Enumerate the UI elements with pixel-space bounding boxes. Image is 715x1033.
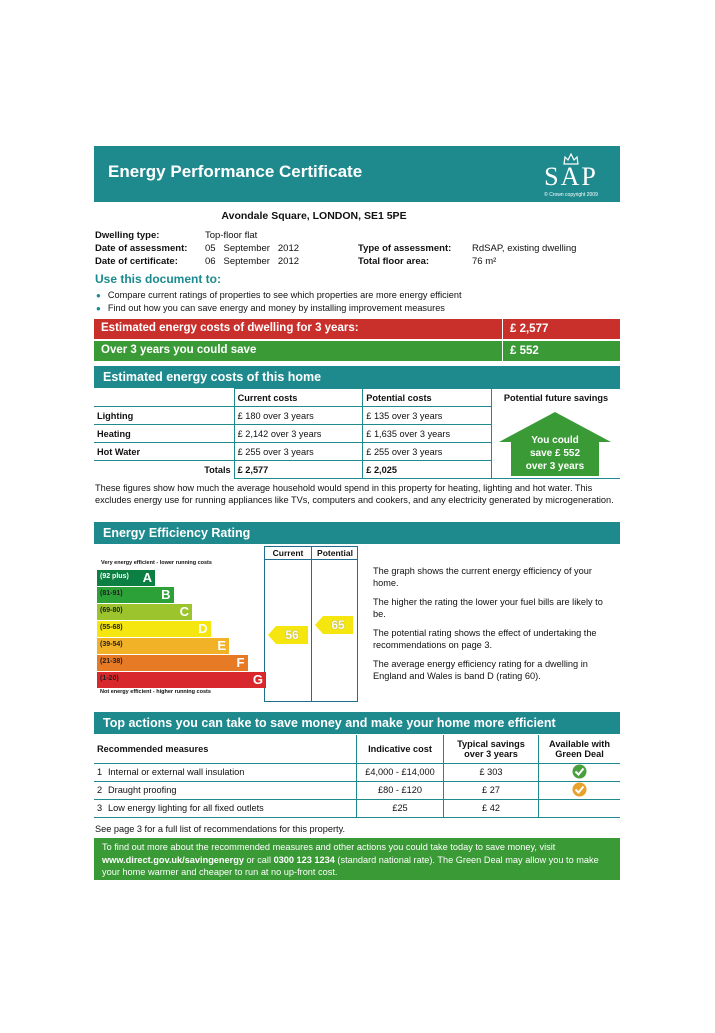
band-range-label: (21-38) <box>100 658 123 665</box>
rating-paragraph: The higher the rating the lower your fuel bills are likely to be. <box>373 597 603 619</box>
use-document-heading: Use this document to: <box>95 272 222 286</box>
date-certificate-value: 06 September 2012 <box>205 256 300 267</box>
rating-band-e <box>97 638 229 654</box>
band-range-label: (55-68) <box>100 624 123 631</box>
rating-explanation <box>373 566 618 690</box>
cost-cell: £25 <box>357 799 444 817</box>
band-letter: A <box>142 570 152 585</box>
see-page-note: See page 3 for a full list of recommendations for this property. <box>95 824 346 834</box>
green-deal-cell <box>539 763 621 781</box>
band-range-label: (1-20) <box>100 675 119 682</box>
property-address: Avondale Square, LONDON, SE1 5PE <box>221 210 407 222</box>
saving-cell: £ 27 <box>444 781 539 799</box>
rating-band-a <box>97 570 155 586</box>
rating-top-note: Very energy efficient - lower running costs <box>101 560 212 566</box>
rating-band-c <box>97 604 192 620</box>
savings-label: Over 3 years you could save <box>101 344 257 356</box>
cost-cell: £4,000 - £14,000 <box>357 763 444 781</box>
band-letter: B <box>161 587 171 602</box>
list-item: ● Find out how you can save energy and money by installing improvement measures <box>96 303 445 313</box>
rating-band-d <box>97 621 211 637</box>
total-potential: £ 2,025 <box>363 461 492 479</box>
savings-house-text: You could save £ 552 over 3 years <box>525 435 585 472</box>
current-cost-cell: £ 255 over 3 years <box>234 443 363 461</box>
costs-section-title: Estimated energy costs of this home <box>103 370 322 384</box>
table-row <box>94 763 620 781</box>
rating-band-g <box>97 672 266 688</box>
row-label: Lighting <box>94 407 234 425</box>
band-letter: C <box>179 604 189 619</box>
band-range-label: (39-54) <box>100 641 123 648</box>
sap-logo <box>536 152 606 198</box>
band-range-label: (81-91) <box>100 590 123 597</box>
certificate-title: Energy Performance Certificate <box>108 162 363 181</box>
table-row <box>94 407 492 425</box>
table-header-empty <box>94 389 234 407</box>
type-assessment-value: RdSAP, existing dwelling <box>472 243 577 254</box>
current-column-label: Current <box>272 548 304 558</box>
certificate-header <box>94 146 620 202</box>
rating-band-b <box>97 587 174 603</box>
green-deal-cell <box>539 781 621 799</box>
savings-band <box>94 341 620 361</box>
rating-bottom-note: Not energy efficient - higher running costs <box>100 689 211 695</box>
header-measures: Recommended measures <box>94 735 357 763</box>
estimated-cost-band <box>94 319 620 339</box>
band-range-label: (69-80) <box>100 607 123 614</box>
costs-note: These figures show how much the average household would spend in this property for heating, lighting and hot water. This excludes energy use for running appliances like TVs, computers and cookers, and any electricity generated by microgeneration. <box>95 483 614 505</box>
row-label: Heating <box>94 425 234 443</box>
crown-icon <box>563 153 579 165</box>
band-letter: G <box>252 672 263 687</box>
rating-paragraph: The potential rating shows the effect of undertaking the recommendations on page 3. <box>373 628 597 650</box>
estimated-cost-label: Estimated energy costs of dwelling for 3 years: <box>101 322 359 334</box>
dwelling-type-label: Dwelling type: <box>95 230 160 241</box>
savingenergy-link[interactable]: www.direct.gov.uk/savingenergy <box>102 854 244 865</box>
details-left <box>95 229 299 268</box>
current-cost-cell: £ 180 over 3 years <box>234 407 363 425</box>
details-right <box>358 242 576 268</box>
table-header-row <box>94 389 492 407</box>
potential-column-label: Potential <box>317 548 353 558</box>
saving-cell: £ 42 <box>444 799 539 817</box>
green-deal-cell <box>539 799 621 817</box>
rating-paragraph: The average energy efficiency rating for a dwelling in England and Wales is band D (rating 60). <box>373 659 588 681</box>
totals-label: Totals <box>94 461 234 479</box>
rating-chart <box>94 546 358 702</box>
rating-section-title: Energy Efficiency Rating <box>103 526 251 540</box>
list-item: ● Compare current ratings of properties to see which properties are more energy efficient <box>96 290 462 300</box>
floor-area-label: Total floor area: <box>358 256 430 267</box>
costs-section-header <box>94 366 620 388</box>
phone-number: 0300 123 1234 <box>273 854 335 865</box>
table-header-current: Current costs <box>234 389 363 407</box>
bullet-icon: ● <box>96 291 101 300</box>
current-rating-value: 56 <box>285 628 299 642</box>
bullet-icon: ● <box>96 304 101 313</box>
potential-cost-cell: £ 255 over 3 years <box>363 443 492 461</box>
date-certificate-label: Date of certificate: <box>95 256 178 267</box>
header-green-deal: Available with Green Deal <box>539 735 621 763</box>
table-row <box>94 781 620 799</box>
actions-section-header <box>94 712 620 734</box>
measure-cell: 1 Internal or external wall insulation <box>94 763 357 781</box>
band-range-label: (92 plus) <box>100 573 129 580</box>
future-savings-panel <box>492 388 620 479</box>
table-row <box>94 425 492 443</box>
green-deal-check-icon <box>572 764 587 779</box>
total-current: £ 2,577 <box>234 461 363 479</box>
date-assessment-value: 05 September 2012 <box>205 243 300 254</box>
dwelling-type-value: Top-floor flat <box>205 230 258 241</box>
saving-cell: £ 303 <box>444 763 539 781</box>
floor-area-value: 76 m² <box>472 256 497 267</box>
more-info-box: To find out more about the recommended measures and other actions you could take today to save money, visit www.direct.gov.uk/savingenergy or call 0300 123 1234 (standard national rate). The Green Deal may allow you to make your home warmer and cheaper to run at no up-front cost. <box>94 838 620 880</box>
band-letter: E <box>217 638 226 653</box>
measure-cell: 2 Draught proofing <box>94 781 357 799</box>
rating-band-f <box>97 655 248 671</box>
savings-value: £ 552 <box>502 341 539 361</box>
rating-section-header <box>94 522 620 544</box>
measure-cell: 3 Low energy lighting for all fixed outlets <box>94 799 357 817</box>
band-letter: D <box>198 621 208 636</box>
actions-section-title: Top actions you can take to save money and make your home more efficient <box>103 716 556 730</box>
table-header-potential: Potential costs <box>363 389 492 407</box>
rating-paragraph: The graph shows the current energy efficiency of your home. <box>373 566 592 588</box>
totals-row <box>94 461 492 479</box>
use-document-list <box>96 289 462 315</box>
potential-rating-value: 65 <box>331 618 345 632</box>
cost-cell: £80 - £120 <box>357 781 444 799</box>
logo-copyright: © Crown copyright 2009 <box>544 192 598 198</box>
actions-table <box>94 735 620 818</box>
header-cost: Indicative cost <box>357 735 444 763</box>
sap-logo-text: SAP <box>544 162 598 191</box>
green-deal-check-icon <box>572 782 587 797</box>
column-header-divider <box>264 559 357 560</box>
potential-cost-cell: £ 135 over 3 years <box>363 407 492 425</box>
footer-text: To find out more about the recommended measures and other actions you could take today to save money, visit <box>102 842 556 852</box>
costs-table <box>94 388 492 479</box>
potential-cost-cell: £ 1,635 over 3 years <box>363 425 492 443</box>
table-row <box>94 799 620 817</box>
current-column <box>264 546 312 702</box>
row-label: Hot Water <box>94 443 234 461</box>
table-row <box>94 443 492 461</box>
estimated-cost-value: £ 2,577 <box>502 319 548 339</box>
table-header-row <box>94 735 620 763</box>
header-savings: Typical savings over 3 years <box>444 735 539 763</box>
type-assessment-label: Type of assessment: <box>358 243 452 254</box>
band-letter: F <box>236 655 245 670</box>
future-savings-header: Potential future savings <box>503 393 609 403</box>
current-cost-cell: £ 2,142 over 3 years <box>234 425 363 443</box>
date-assessment-label: Date of assessment: <box>95 243 188 254</box>
